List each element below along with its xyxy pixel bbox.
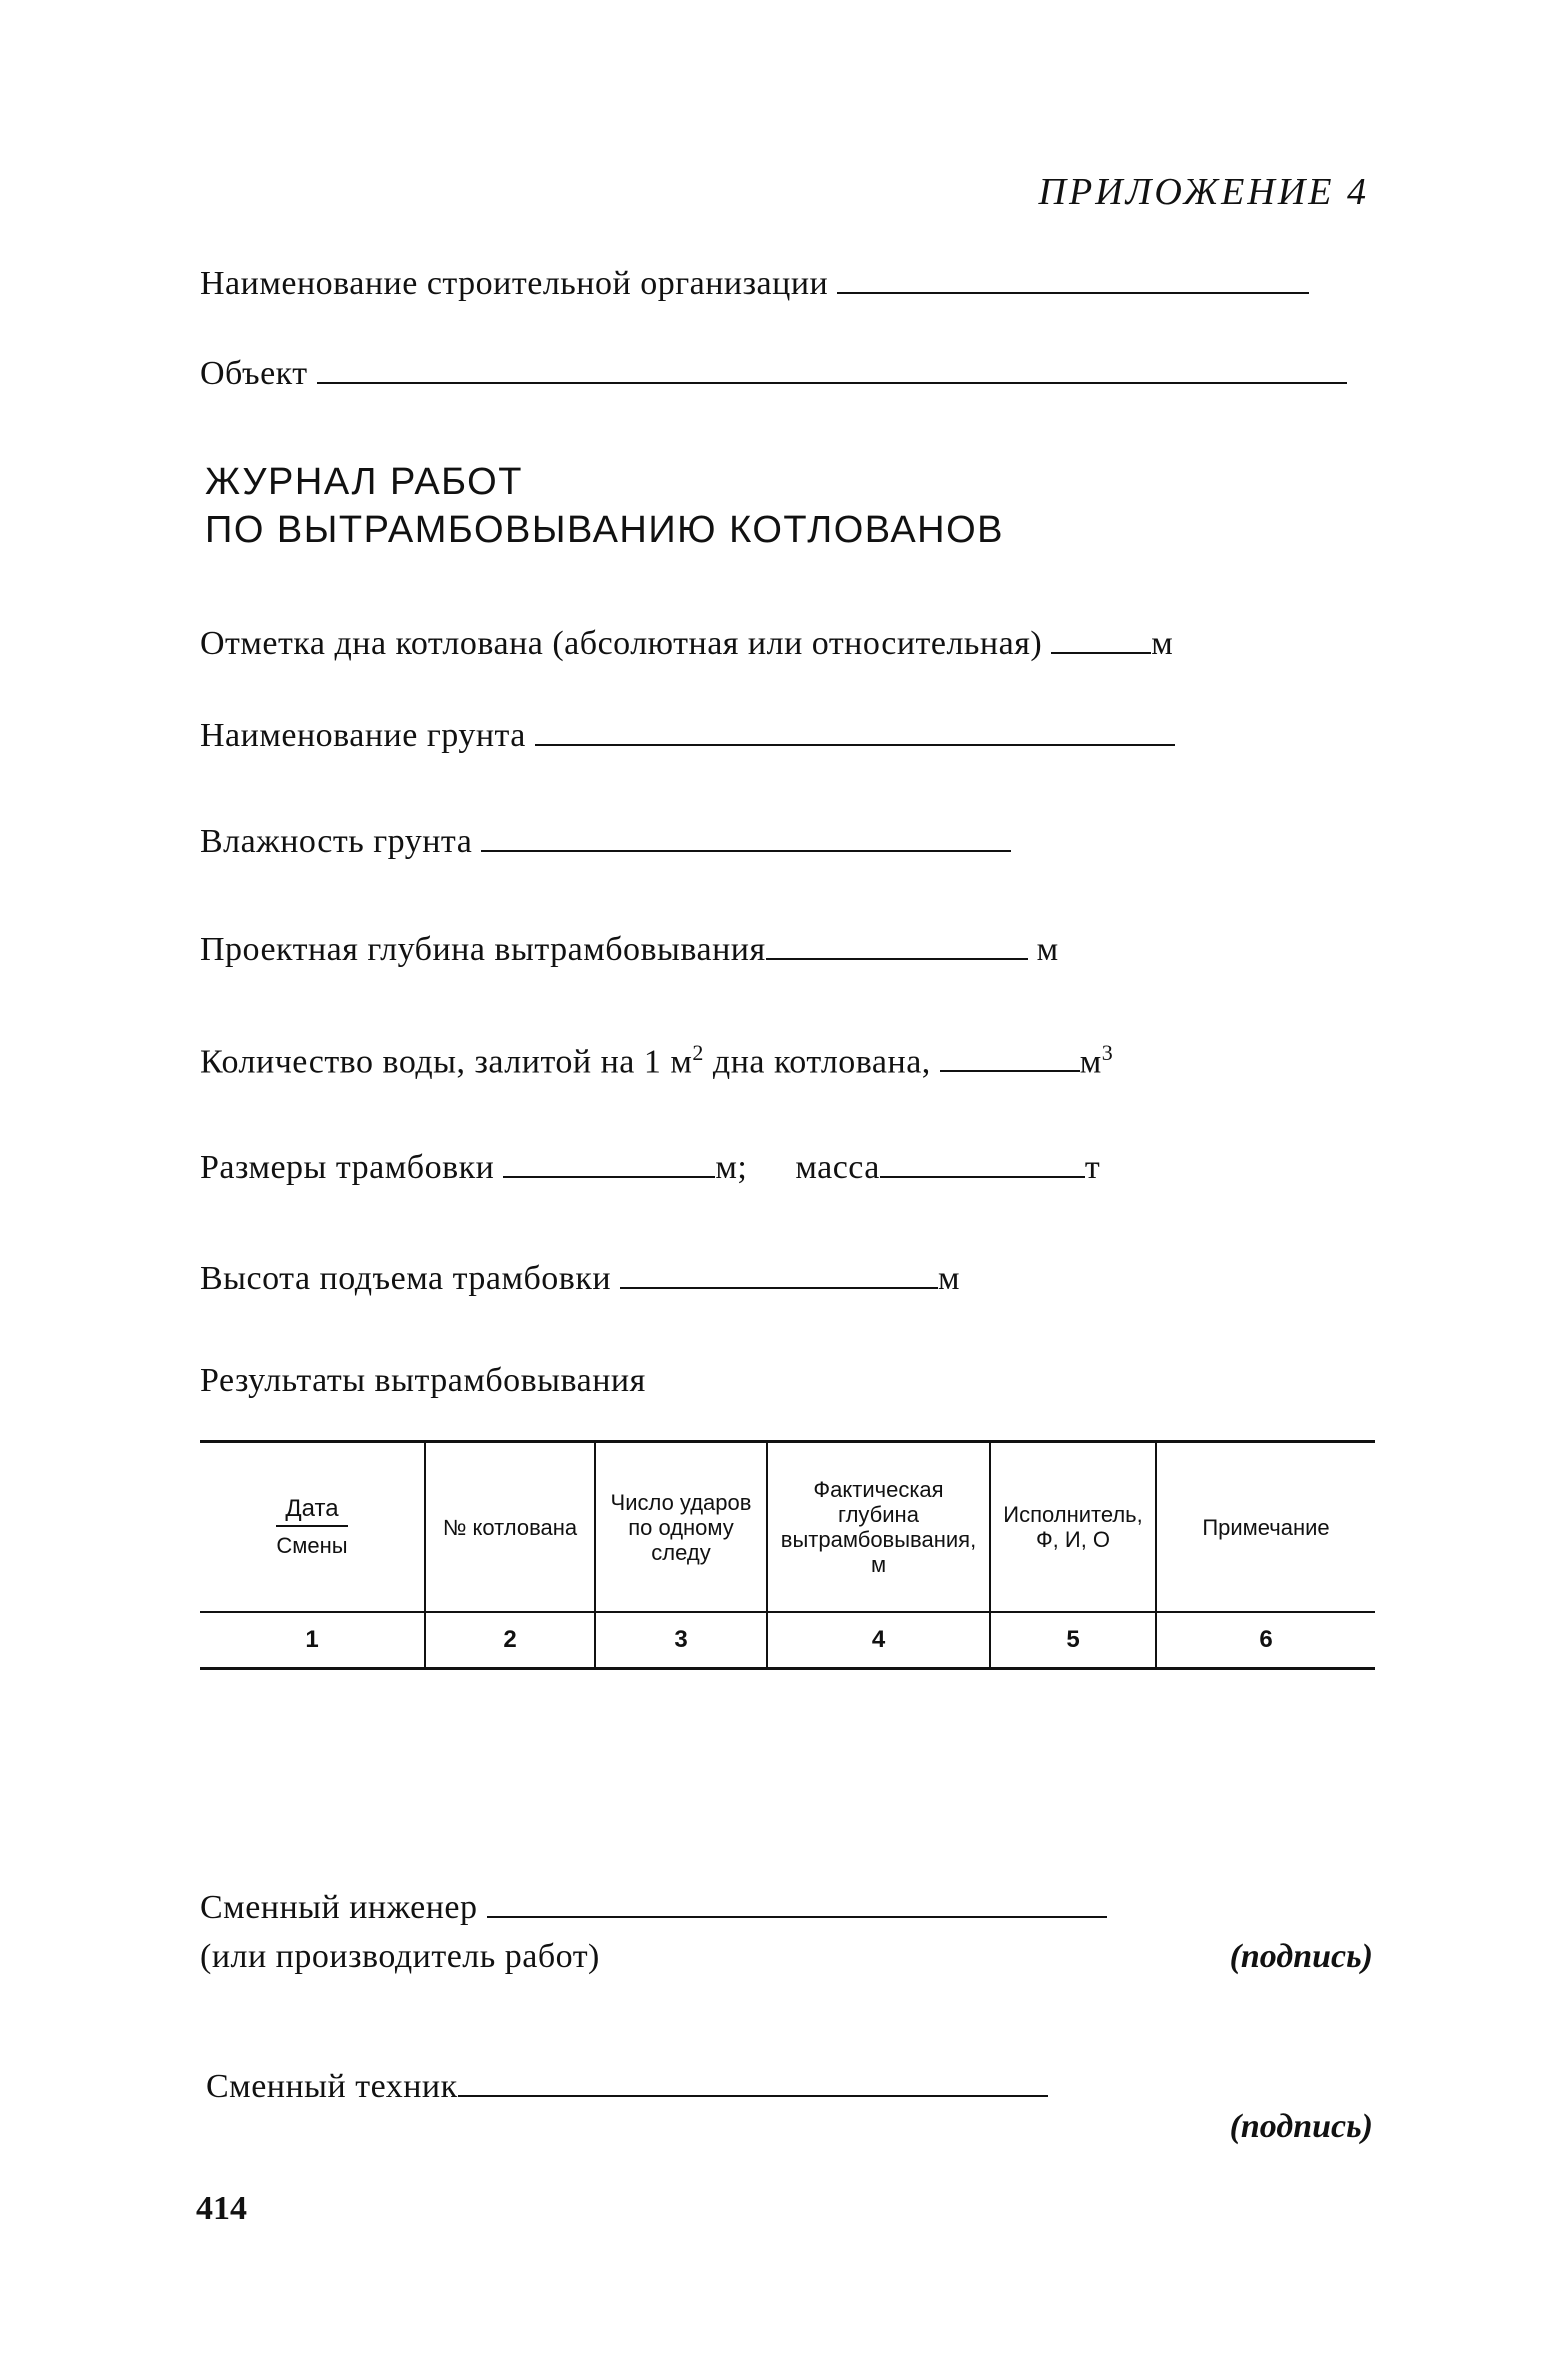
page-number: 414 — [196, 2190, 247, 2227]
appendix-title: ПРИЛОЖЕНИЕ 4 — [1038, 171, 1369, 213]
water-label-suffix: дна котлована, — [712, 1043, 931, 1081]
mass-field[interactable] — [880, 1146, 1085, 1178]
lift-height-field[interactable] — [620, 1257, 938, 1289]
header-note: Примечание — [1156, 1442, 1375, 1613]
water-unit-sup: 3 — [1101, 1040, 1114, 1065]
lift-height-line — [200, 1257, 960, 1298]
soil-moisture-label: Влажность грунта — [200, 823, 473, 860]
design-depth-unit: м — [1036, 931, 1059, 968]
water-unit: м — [1079, 1043, 1102, 1081]
results-label: Результаты вытрамбовывания — [200, 1362, 646, 1399]
journal-title-line1: ЖУРНАЛ РАБОТ — [205, 461, 523, 503]
soil-name-line — [200, 714, 1175, 755]
soil-name-label: Наименование грунта — [200, 717, 526, 754]
column-number: 6 — [1156, 1612, 1375, 1669]
column-number: 1 — [305, 1626, 319, 1653]
pit-bottom-unit: м — [1151, 625, 1174, 662]
journal-title — [205, 458, 1004, 554]
design-depth-label: Проектная глубина вытрамбовывания — [200, 931, 766, 968]
mass-unit: т — [1084, 1149, 1101, 1186]
soil-name-field[interactable] — [535, 714, 1175, 746]
technician-line — [206, 2065, 1048, 2106]
lift-height-label: Высота подъема трамбовки — [200, 1260, 612, 1297]
tamper-size-label: Размеры трамбовки — [200, 1149, 495, 1186]
lift-height-unit: м — [938, 1260, 961, 1297]
header-executor: Исполнитель, Ф, И, О — [990, 1442, 1156, 1613]
journal-table — [200, 1440, 1375, 1670]
header-shift: Смены — [276, 1533, 348, 1558]
engineer-sub-label: (или производитель работ) — [200, 1938, 600, 1975]
tamper-line — [200, 1146, 1100, 1187]
organization-line — [200, 262, 1309, 303]
table-number-row — [200, 1612, 1375, 1669]
water-label-prefix: Количество воды, залитой на 1 м — [200, 1043, 693, 1081]
header-blow-count: Число ударов по одному следу — [595, 1442, 767, 1613]
design-depth-field[interactable] — [766, 928, 1028, 960]
soil-moisture-field[interactable] — [481, 820, 1011, 852]
engineer-line — [200, 1886, 1107, 1927]
mass-label: масса — [795, 1149, 880, 1186]
column-number: 5 — [990, 1612, 1156, 1669]
engineer-label: Сменный инженер — [200, 1889, 478, 1926]
tamper-size-unit: м; — [715, 1149, 748, 1186]
water-field[interactable] — [940, 1040, 1080, 1072]
header-date-shift — [200, 1442, 425, 1613]
table-header-row — [200, 1442, 1375, 1613]
journal-title-line2: ПО ВЫТРАМБОВЫВАНИЮ КОТЛОВАНОВ — [205, 509, 1005, 551]
pit-bottom-line — [200, 622, 1173, 663]
design-depth-line — [200, 928, 1059, 969]
header-actual-depth: Фактическая глубина вытрамбовывания, м — [767, 1442, 990, 1613]
organization-label: Наименование строительной организации — [200, 265, 829, 302]
soil-moisture-line — [200, 820, 1011, 861]
signature-caption-engineer: (подпись) — [1229, 1938, 1373, 1975]
column-number: 2 — [425, 1612, 595, 1669]
tamper-size-field[interactable] — [503, 1146, 715, 1178]
water-label-sup: 2 — [692, 1040, 704, 1065]
object-field[interactable] — [317, 352, 1347, 384]
engineer-signature-field[interactable] — [487, 1886, 1107, 1918]
object-line — [200, 352, 1347, 393]
technician-label: Сменный техник — [206, 2068, 458, 2105]
pit-bottom-label: Отметка дна котлована (абсолютная или относительная) — [200, 625, 1043, 662]
technician-signature-field[interactable] — [458, 2065, 1048, 2097]
pit-bottom-field[interactable] — [1051, 622, 1151, 654]
column-number: 3 — [595, 1612, 767, 1669]
organization-field[interactable] — [837, 262, 1309, 294]
column-number: 4 — [767, 1612, 990, 1669]
water-line — [200, 1040, 1113, 1081]
object-label: Объект — [200, 355, 308, 392]
signature-caption-technician: (подпись) — [1229, 2108, 1373, 2145]
header-date: Дата — [276, 1496, 347, 1527]
header-pit-number: № котлована — [425, 1442, 595, 1613]
